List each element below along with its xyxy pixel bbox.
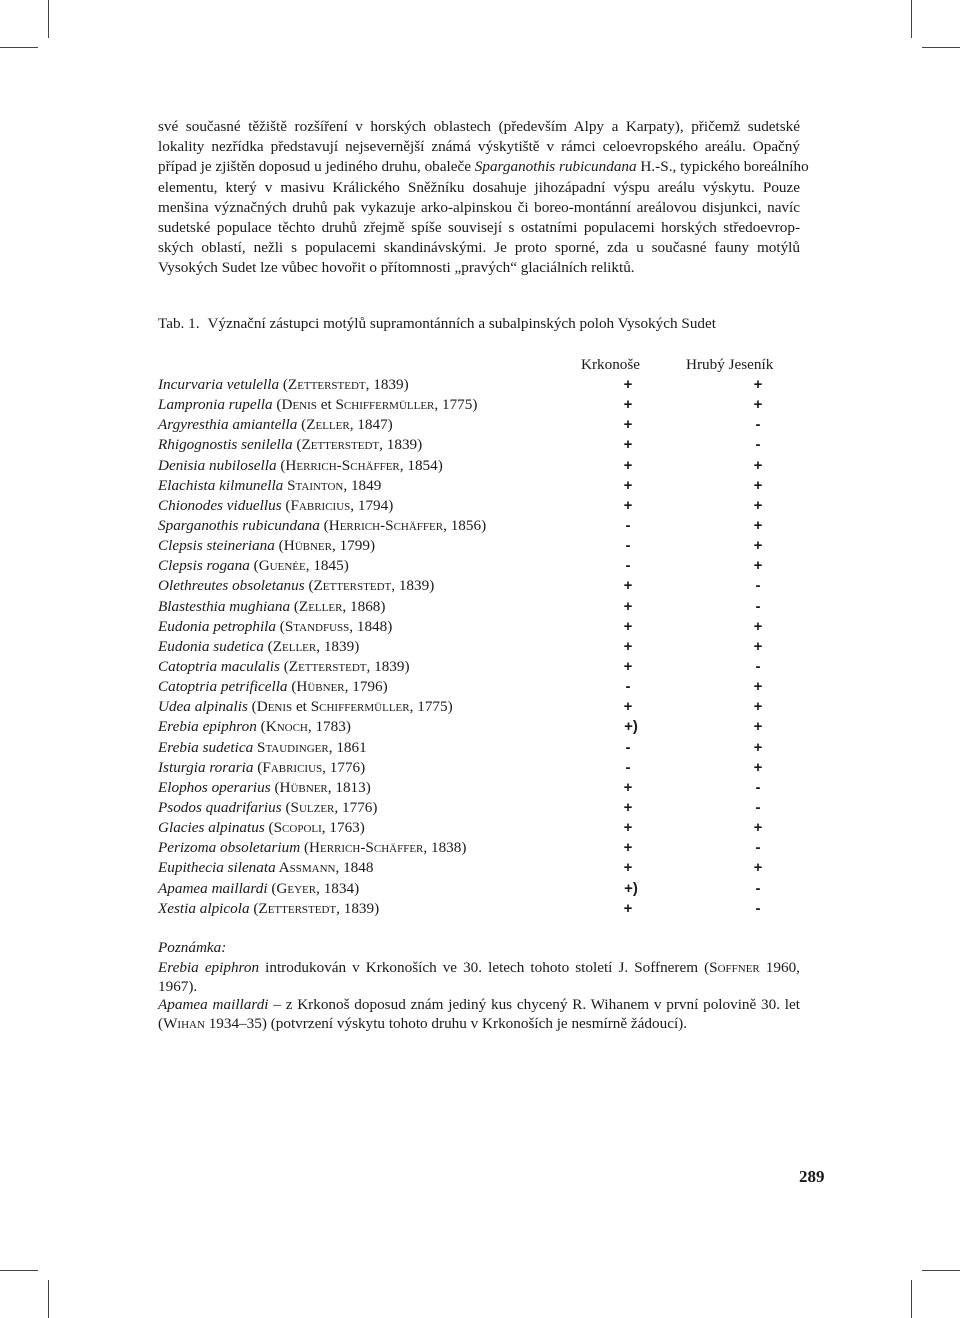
taxon-cell [158, 416, 393, 434]
author-rest: tainton [295, 476, 344, 494]
note-erebia-author-initial: S [709, 959, 718, 976]
taxon-name: Chionodes viduellus [158, 496, 282, 514]
body-paragraph [158, 117, 809, 279]
taxon-name: Incurvaria vetulella [158, 376, 280, 393]
author-year: , 1775) [409, 698, 453, 716]
table-row [158, 557, 798, 577]
jesenik-mark: + [753, 456, 763, 474]
taxon-name: Rhigognostis senilella [158, 436, 293, 454]
taxon-name: Elachista kilmunella [158, 476, 284, 494]
paragraph-line: případ je zjištěn doposud u jediného druhu, obaleče Sparganothis rubicundana H.-S., typického boreálního [158, 158, 809, 176]
taxon-cell [158, 779, 371, 797]
author-initial: S [273, 819, 283, 837]
krkonose-mark: + [623, 657, 633, 675]
author-initial: F [262, 758, 271, 776]
table-row [158, 658, 798, 678]
note-erebia-author-rest: offner [717, 959, 760, 976]
krkonose-mark: + [623, 396, 633, 414]
author-initial: H [296, 678, 308, 696]
author-rest: errich [339, 516, 381, 534]
krkonose-mark: - [625, 516, 631, 534]
note-erebia-line1 [158, 958, 800, 977]
paragraph-line: elementu, který v masivu Králického Sněžníku dosahuje jihozápadní výspu areálu výskytu. Pouze [158, 178, 800, 196]
author-initial: D [281, 396, 293, 414]
taxon-cell [158, 678, 388, 696]
jesenik-mark: + [753, 396, 763, 414]
page-number: 289 [799, 1167, 825, 1186]
author-rest: tandfuss [293, 617, 350, 635]
krkonose-mark: + [623, 456, 633, 474]
taxon-name: Eudonia sudetica [158, 637, 264, 655]
note-apamea-tail: 1934–35) (potvrzení výskytu tohoto druhu v Krkonoších je nesmírně žádoucí). [204, 1015, 688, 1032]
paragraph-line: své současné těžiště rozšíření v horských oblastech (především Alpy a Karpaty), přičemž sudetské [158, 118, 800, 135]
crop-mark [0, 1270, 38, 1271]
table-row [158, 577, 798, 597]
author-paren: ( [276, 396, 282, 414]
taxon-cell [158, 739, 367, 757]
author2-rest: chiffermüller [319, 698, 410, 716]
author-paren: ( [257, 758, 263, 776]
author-paren: ( [291, 678, 297, 696]
author-rest: eller [308, 597, 343, 615]
table-row [158, 517, 798, 537]
note-apamea-author-rest: ihan [177, 1015, 205, 1032]
taxon-cell [158, 497, 393, 515]
author-rest: errich [320, 839, 361, 857]
crop-mark [48, 1280, 49, 1318]
jesenik-mark: + [753, 678, 763, 696]
author-year: , 1838) [423, 839, 467, 857]
krkonose-mark: - [625, 537, 631, 555]
taxon-name: Apamea maillardi [158, 879, 268, 897]
author-paren: ( [285, 496, 291, 514]
table-row [158, 819, 798, 839]
table-caption [158, 315, 716, 333]
species-table [158, 376, 798, 920]
crop-mark [48, 0, 49, 38]
crop-mark [0, 47, 38, 48]
note-apamea-line2 [158, 1015, 687, 1032]
author-paren: ( [296, 436, 302, 454]
paragraph-line: sudetské populace těchto druhů zřejmě spíše souvisejí s ostatními populacemi horských středoevrop- [158, 219, 800, 237]
jesenik-mark: + [753, 617, 763, 635]
author2-initial: S [310, 698, 320, 716]
author-year: , 1854) [399, 456, 443, 474]
jesenik-mark: - [755, 798, 761, 816]
taxon-cell [158, 537, 375, 555]
taxon-name: Eudonia petrophila [158, 617, 276, 635]
taxon-name: Catoptria petrificella [158, 678, 288, 696]
krkonose-mark: +) [624, 718, 638, 736]
author-rest: enis [292, 396, 317, 414]
note-erebia-tail: 1960, [759, 959, 800, 976]
taxon-name: Erebia sudetica [158, 738, 254, 756]
taxon-name: Xestia alpicola [158, 899, 250, 917]
table-row [158, 457, 798, 477]
author-initial: H [285, 456, 297, 474]
author-initial: Z [313, 577, 323, 595]
author-year: , 1839) [391, 577, 435, 595]
author-join: et [316, 396, 336, 414]
taxon-name: Blastesthia mughiana [158, 597, 291, 615]
taxon-cell [158, 477, 381, 495]
author-initial: F [290, 496, 299, 514]
table-row [158, 678, 798, 698]
jesenik-mark: + [753, 476, 763, 494]
taxon-name: Lampronia rupella [158, 396, 273, 414]
column-header-jesenik: Hrubý Jeseník [686, 356, 774, 373]
jesenik-mark: + [753, 738, 763, 756]
author-initial: Z [287, 376, 298, 393]
author-initial: Z [258, 899, 268, 917]
table-row [158, 698, 798, 718]
author-rest: etterstedt [267, 899, 337, 917]
author2-initial: S [365, 839, 374, 857]
jesenik-mark: + [753, 637, 763, 655]
taxon-name: Udea alpinalis [158, 698, 248, 716]
taxon-name: Denisia nubilosella [158, 456, 277, 474]
author-initial: G [276, 879, 288, 897]
table-row [158, 880, 798, 900]
jesenik-mark: - [755, 436, 761, 454]
author-paren: ( [293, 597, 299, 615]
taxon-name: Sparganothis rubicundana [158, 516, 320, 534]
note-erebia [158, 958, 800, 996]
taxon-name: Elophos operarius [158, 778, 271, 796]
note-apamea-taxon: Apamea maillardi [158, 996, 269, 1013]
author-rest: ulzer [298, 798, 335, 816]
author-rest: übner [307, 678, 345, 696]
author-year: , 1845) [305, 557, 349, 575]
taxon-cell [158, 598, 385, 616]
column-header-krkonose: Krkonoše [581, 356, 641, 373]
author-initial: Z [301, 436, 311, 454]
author-join: et [292, 698, 311, 716]
author-initial: K [265, 718, 277, 736]
taxon-cell [158, 577, 434, 595]
paragraph-line: lokality nezřídka představují nejsevernější známá výskytiště v rámci celoevropského areálu. Opačný [158, 138, 800, 156]
note-apamea [158, 995, 800, 1033]
table-row [158, 718, 798, 738]
author-year: , 1775) [434, 396, 478, 414]
author-rest: noch [276, 718, 308, 736]
krkonose-mark: + [623, 839, 633, 857]
krkonose-mark: + [623, 416, 633, 434]
taxon-name: Glacies alpinatus [158, 819, 265, 837]
table-row [158, 598, 798, 618]
krkonose-mark: + [623, 476, 633, 494]
author-year: , 1794) [350, 496, 394, 514]
table-row [158, 436, 798, 456]
taxon-name: Argyresthia amiantella [158, 416, 298, 434]
crop-mark [922, 1270, 960, 1271]
taxon-name: Catoptria maculalis [158, 657, 280, 675]
table-row [158, 376, 798, 396]
author-initial: H [328, 516, 340, 534]
author-join: - [380, 516, 386, 534]
author-rest: uenée [269, 557, 306, 575]
krkonose-mark: + [623, 496, 633, 514]
paragraph-line: Vysokých Sudet lze vůbec hovořit o přítomnosti „pravých“ glaciálních reliktů. [158, 259, 635, 277]
taxon-cell [158, 839, 466, 857]
jesenik-mark: + [753, 537, 763, 555]
taxon-cell [158, 517, 486, 535]
table-row [158, 859, 798, 879]
taxon-cell [158, 799, 377, 817]
note-erebia-taxon: Erebia epiphron [158, 959, 260, 976]
author2-rest: chäffer [350, 456, 400, 474]
author-paren: ( [280, 456, 286, 474]
note-apamea-text: – z Krkonoš doposud znám jediný kus chycený R. Wihanem v první polovině 30. let [268, 996, 800, 1013]
author-year: , 1839) [316, 637, 360, 655]
author-paren: ( [260, 718, 266, 736]
author-rest: errich [296, 456, 337, 474]
author-initial: Z [272, 637, 283, 655]
author-paren: ( [267, 637, 273, 655]
author-year: , 1799) [331, 537, 375, 555]
author2-rest: chäffer [393, 516, 444, 534]
author-year: , 1776) [322, 758, 366, 776]
author-rest: ssmann [289, 859, 336, 877]
author-initial: S [284, 617, 294, 635]
taxon-cell [158, 376, 409, 394]
krkonose-mark: + [623, 597, 633, 615]
taxon-name: Clepsis steineriana [158, 537, 275, 555]
author-initial: H [279, 778, 291, 796]
jesenik-mark: + [753, 496, 763, 514]
jesenik-mark: - [755, 899, 761, 917]
krkonose-mark: + [623, 778, 633, 796]
author-rest: übner [290, 778, 328, 796]
author-rest: abricius [298, 496, 351, 514]
author-year: , 1813) [327, 778, 371, 796]
author-year: , 1861 [328, 738, 367, 756]
author2-initial: S [341, 456, 351, 474]
note-apamea-paren: ( [158, 1015, 164, 1032]
table-row [158, 839, 798, 859]
author-paren: ( [303, 839, 310, 857]
author-year: , 1763) [321, 819, 365, 837]
author2-initial: S [335, 396, 344, 414]
author-rest: etterstedt [298, 657, 367, 675]
krkonose-mark: + [623, 436, 633, 454]
author-paren: ( [274, 778, 280, 796]
jesenik-mark: + [753, 376, 763, 393]
table-row [158, 638, 798, 658]
author-paren: ( [283, 657, 289, 675]
taxon-name: Eupithecia silenata [158, 859, 276, 877]
author-year: , 1849 [343, 476, 382, 494]
taxon-name: Perizoma obsoletarium [158, 839, 301, 857]
krkonose-mark: + [623, 859, 633, 877]
taxon-cell [158, 880, 359, 898]
table-row [158, 799, 798, 819]
author-paren: ( [323, 516, 329, 534]
author-rest: eller [282, 637, 317, 655]
taxon-cell [158, 859, 373, 877]
krkonose-mark: - [625, 678, 631, 696]
krkonose-mark: + [623, 819, 633, 837]
author-year: , 1834) [316, 879, 360, 897]
krkonose-mark: + [623, 577, 633, 595]
taxon-name: Erebia epiphron [158, 718, 257, 736]
jesenik-mark: + [753, 859, 763, 877]
taxon-name: Isturgia roraria [158, 758, 254, 776]
taxon-cell [158, 618, 392, 636]
author-paren: ( [253, 557, 259, 575]
table-row [158, 739, 798, 759]
jesenik-mark: + [753, 557, 763, 575]
author-rest: copoli [282, 819, 322, 837]
table-caption-text: Význační zástupci motýlů supramontánních a subalpinských poloh Vysokých Sudet [207, 315, 716, 332]
author-paren: ( [301, 416, 307, 434]
author-initial: G [258, 557, 270, 575]
author-year: , 1796) [344, 678, 388, 696]
jesenik-mark: + [753, 516, 763, 534]
table-row [158, 779, 798, 799]
jesenik-mark: - [755, 879, 761, 897]
author-join: - [360, 839, 366, 857]
author-initial: S [290, 798, 299, 816]
author-year: , 1848 [335, 859, 374, 877]
jesenik-mark: - [755, 597, 761, 615]
crop-mark [911, 1280, 912, 1318]
table-row [158, 477, 798, 497]
jesenik-mark: - [755, 778, 761, 796]
author-paren: ( [253, 899, 259, 917]
krkonose-mark: +) [624, 879, 638, 897]
author-initial: D [256, 698, 268, 716]
taxon-name: Psodos quadrifarius [158, 798, 282, 816]
taxon-name: Clepsis rogana [158, 557, 250, 575]
taxon-name: Olethreutes obsoletanus [158, 577, 305, 595]
author-paren: ( [268, 819, 274, 837]
author-initial: Z [298, 597, 309, 615]
taxon-cell [158, 718, 351, 736]
paragraph-line: ských oblastí, nežli s populacemi skandinávskými. Je proto sporné, zda u současné fauny motýlů [158, 239, 800, 257]
author-year: , 1848) [349, 617, 393, 635]
crop-mark [922, 47, 960, 48]
taxon-cell [158, 557, 349, 575]
taxon-cell [158, 819, 365, 837]
krkonose-mark: + [623, 376, 633, 393]
author-paren: ( [285, 798, 291, 816]
table-row [158, 759, 798, 779]
jesenik-mark: + [753, 698, 763, 716]
author-year: , 1868) [342, 597, 386, 615]
note-apamea-line1 [158, 995, 800, 1014]
note-label: Poznámka: [158, 939, 227, 956]
author-year: , 1776) [334, 798, 378, 816]
author-rest: enis [267, 698, 293, 716]
author-year: , 1839) [379, 436, 423, 454]
table-row [158, 900, 798, 920]
author-year: , 1783) [307, 718, 351, 736]
author-year: , 1856) [443, 516, 487, 534]
author-initial: Z [288, 657, 299, 675]
jesenik-mark: - [755, 577, 761, 595]
table-row [158, 416, 798, 436]
author2-rest: chäffer [373, 839, 424, 857]
author-initial: A [278, 859, 290, 877]
author-year: , 1839) [336, 899, 380, 917]
author-paren: ( [278, 537, 284, 555]
author-paren: ( [308, 577, 314, 595]
author-rest: etterstedt [322, 577, 392, 595]
krkonose-mark: + [623, 637, 633, 655]
author-join: - [336, 456, 342, 474]
table-row [158, 497, 798, 517]
author-rest: abricius [270, 758, 323, 776]
taxon-cell [158, 396, 477, 414]
crop-mark [911, 0, 912, 38]
jesenik-mark: + [753, 758, 763, 776]
author-paren: ( [282, 376, 288, 393]
paragraph-line: menšina význačných druhů pak vykazuje arko-alpinskou či boreo-montánní areálovou disjunkci, navíc [158, 198, 800, 216]
jesenik-mark: - [755, 416, 761, 434]
table-caption-label: Tab. 1. [158, 315, 200, 332]
taxon-cell [158, 436, 422, 454]
author-initial: H [283, 537, 295, 555]
krkonose-mark: - [625, 758, 631, 776]
author-year: , 1839) [366, 657, 410, 675]
krkonose-mark: - [625, 557, 631, 575]
krkonose-mark: + [623, 617, 633, 635]
jesenik-mark: - [755, 657, 761, 675]
author-rest: eyer [287, 879, 317, 897]
author-paren: ( [251, 698, 257, 716]
taxon-cell [158, 638, 359, 656]
author-initial: S [287, 476, 296, 494]
table-row [158, 396, 798, 416]
krkonose-mark: - [625, 738, 631, 756]
author2-initial: S [385, 516, 394, 534]
taxon-cell [158, 698, 453, 716]
inline-taxon: Sparganothis rubicundana [474, 158, 637, 176]
jesenik-mark: - [755, 839, 761, 857]
krkonose-mark: + [623, 899, 633, 917]
author-rest: etterstedt [297, 376, 366, 393]
author-year: , 1847) [349, 416, 393, 434]
author2-rest: chiffermüller [343, 396, 435, 414]
author-rest: etterstedt [310, 436, 380, 454]
author-year: , 1839) [365, 376, 409, 393]
krkonose-mark: + [623, 698, 633, 716]
note-erebia-text: introdukován v Krkonoších ve 30. letech tohoto století J. Soffnerem ( [259, 959, 710, 976]
author-paren: ( [271, 879, 277, 897]
table-row [158, 618, 798, 638]
author-initial: S [256, 738, 266, 756]
author-rest: taudinger [265, 738, 329, 756]
author-rest: übner [294, 537, 332, 555]
author-initial: Z [306, 416, 316, 434]
author-paren: ( [279, 617, 285, 635]
taxon-cell [158, 658, 410, 676]
taxon-cell [158, 457, 443, 475]
taxon-cell [158, 759, 365, 777]
jesenik-mark: + [753, 819, 763, 837]
note-apamea-author-initial: W [163, 1015, 178, 1032]
author-rest: eller [315, 416, 350, 434]
table-row [158, 537, 798, 557]
note-erebia-line2: 1967). [158, 978, 198, 995]
author-initial: H [309, 839, 320, 857]
krkonose-mark: + [623, 798, 633, 816]
jesenik-mark: + [753, 718, 763, 736]
taxon-cell [158, 900, 379, 918]
